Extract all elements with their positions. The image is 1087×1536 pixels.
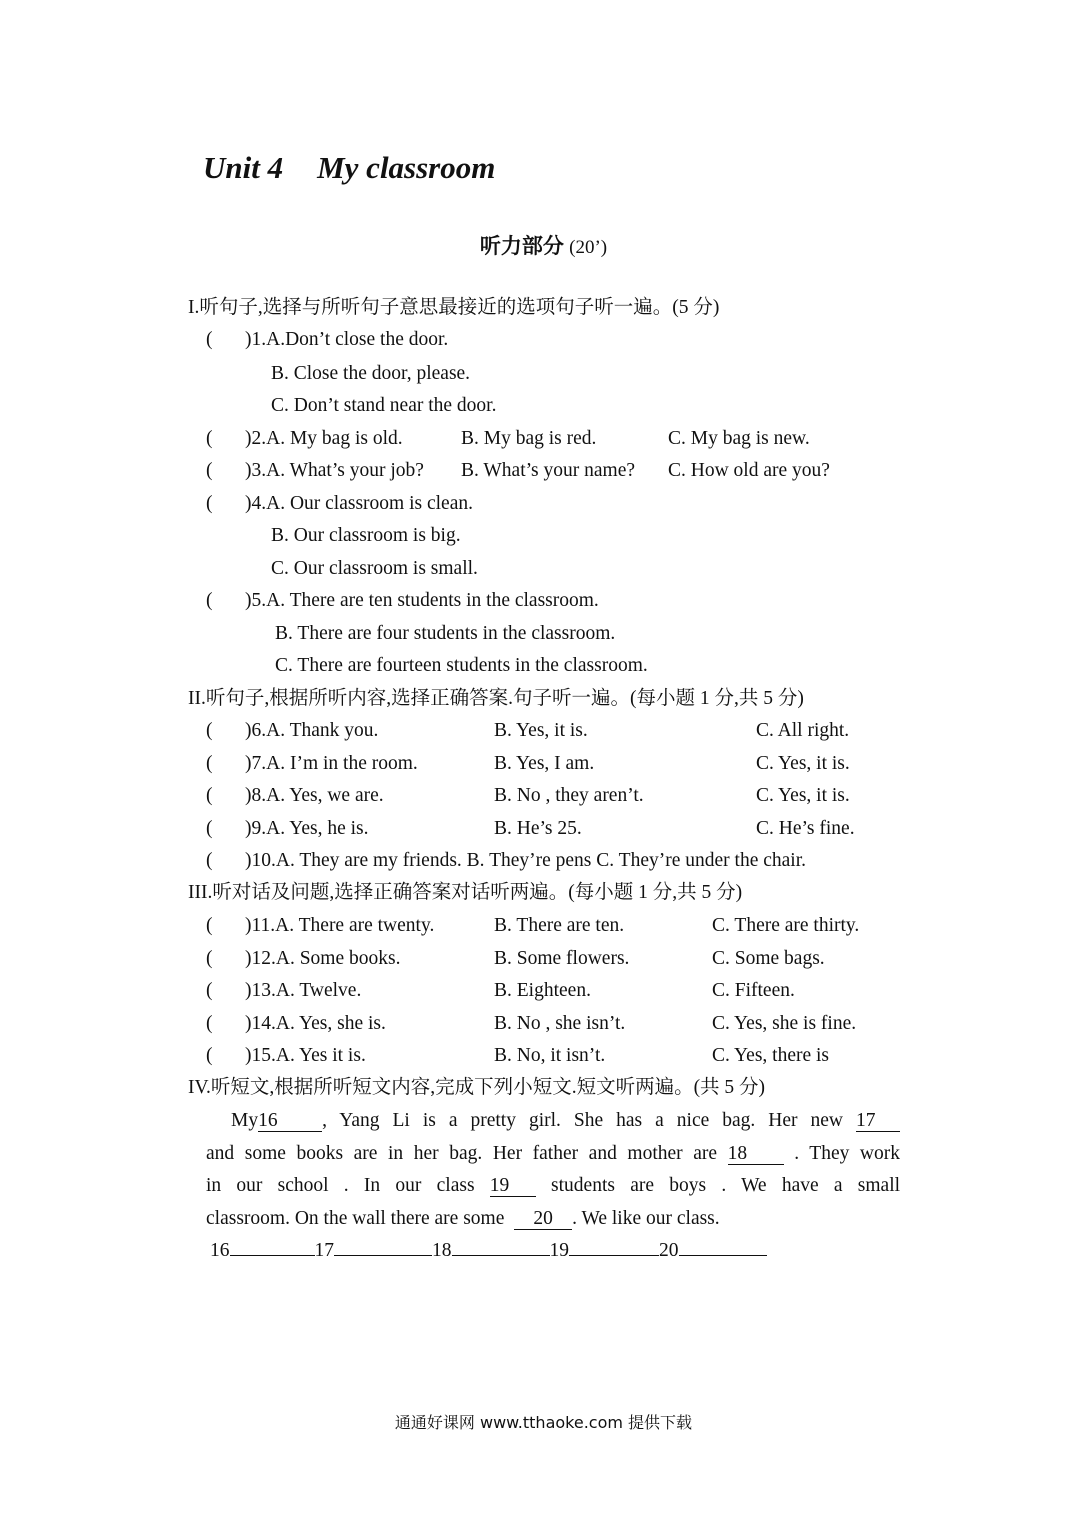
blank-17: 17 — [856, 1111, 900, 1132]
q8-option-c: C. Yes, it is. — [756, 785, 850, 806]
q8-option-a: )8.A. Yes, we are. — [245, 785, 384, 806]
passage-text: , Yang Li is a pretty girl. She has a nice bag. Her new — [322, 1110, 843, 1131]
section-heading — [0, 230, 1087, 260]
q11-option-a: )11.A. There are twenty. — [245, 915, 435, 936]
q6-paren: ( — [206, 720, 213, 741]
q9-option-a: )9.A. Yes, he is. — [245, 818, 369, 839]
q9-paren: ( — [206, 818, 213, 839]
q4-option-b: B. Our classroom is big. — [271, 525, 461, 546]
q8-option-b: B. No , they aren’t. — [494, 785, 644, 806]
q5-option-c: C. There are fourteen students in the classroom. — [275, 655, 648, 676]
q1-option-a: )1.A.Don’t close the door. — [245, 329, 449, 350]
q5-option-b: B. There are four students in the classroom. — [275, 623, 616, 644]
q11-option-b: B. There are ten. — [494, 915, 625, 936]
q2-paren: ( — [206, 428, 213, 449]
q2-option-b: B. My bag is red. — [461, 428, 597, 449]
q1-option-c: C. Don’t stand near the door. — [271, 395, 497, 416]
q12-paren: ( — [206, 948, 213, 969]
q9-option-b: B. He’s 25. — [494, 818, 582, 839]
q15-paren: ( — [206, 1045, 213, 1066]
q11-option-c: C. There are thirty. — [712, 915, 860, 936]
passage-line-2 — [206, 1142, 900, 1166]
blank-18: 18 — [728, 1144, 784, 1165]
answer-blank[interactable] — [334, 1239, 432, 1256]
q4-option-c: C. Our classroom is small. — [271, 558, 478, 579]
q13-paren: ( — [206, 980, 213, 1001]
answer-blank[interactable] — [569, 1239, 659, 1256]
part3-heading: III.听对话及问题,选择正确答案对话听两遍。(每小题 1 分,共 5 分) — [188, 882, 743, 903]
q14-option-c: C. Yes, she is fine. — [712, 1013, 857, 1034]
answer-label: 19 — [549, 1240, 569, 1261]
part2-heading: II.听句子,根据所听内容,选择正确答案.句子听一遍。(每小题 1 分,共 5 分) — [188, 688, 804, 709]
q12-option-a: )12.A. Some books. — [245, 948, 401, 969]
q15-option-c: C. Yes, there is — [712, 1045, 830, 1066]
q3-paren: ( — [206, 460, 213, 481]
answer-row — [210, 1239, 767, 1263]
passage-text: . They work — [794, 1143, 901, 1164]
answer-label: 18 — [432, 1240, 452, 1261]
q15-option-b: B. No, it isn’t. — [494, 1045, 606, 1066]
passage-text: and some books are in her bag. Her father and mother are — [206, 1143, 718, 1164]
answer-label: 17 — [314, 1240, 334, 1261]
unit-title — [203, 150, 495, 186]
part4-heading: IV.听短文,根据所听短文内容,完成下列小短文.短文听两遍。(共 5 分) — [188, 1077, 766, 1098]
q7-option-a: )7.A. I’m in the room. — [245, 753, 418, 774]
q5-option-a: )5.A. There are ten students in the classroom. — [245, 590, 599, 611]
q14-option-b: B. No , she isn’t. — [494, 1013, 626, 1034]
q5-paren: ( — [206, 590, 213, 611]
q14-paren: ( — [206, 1013, 213, 1034]
q7-option-c: C. Yes, it is. — [756, 753, 850, 774]
q7-option-b: B. Yes, I am. — [494, 753, 595, 774]
blank-19: 19 — [490, 1176, 536, 1197]
passage-text: in our school . In our class — [206, 1175, 475, 1196]
q12-option-b: B. Some flowers. — [494, 948, 630, 969]
section-title: 听力部分 — [479, 234, 564, 258]
q4-paren: ( — [206, 493, 213, 514]
q2-option-c: C. My bag is new. — [668, 428, 810, 449]
passage-line-4 — [206, 1207, 900, 1231]
q13-option-c: C. Fifteen. — [712, 980, 795, 1001]
q3-option-b: B. What’s your name? — [461, 460, 636, 481]
blank-16: 16 — [258, 1111, 322, 1132]
answer-blank[interactable] — [230, 1239, 315, 1256]
q1-paren: ( — [206, 329, 213, 350]
passage-line-1 — [231, 1109, 900, 1133]
answer-label: 20 — [659, 1240, 679, 1261]
q13-option-a: )13.A. Twelve. — [245, 980, 362, 1001]
q13-option-b: B. Eighteen. — [494, 980, 591, 1001]
q10-options: )10.A. They are my friends. B. They’re pens C. They’re under the chair. — [245, 850, 806, 871]
unit-number: Unit 4 — [203, 150, 284, 185]
answer-label: 16 — [210, 1240, 230, 1261]
page-footer: 通通好课网 www.tthaoke.com 提供下载 — [394, 1413, 693, 1432]
q14-option-a: )14.A. Yes, she is. — [245, 1013, 386, 1034]
answer-blank[interactable] — [452, 1239, 550, 1256]
blank-20: 20 — [514, 1209, 572, 1230]
q3-option-a: )3.A. What’s your job? — [245, 460, 424, 481]
part1-heading: I.听句子,选择与所听句子意思最接近的选项句子听一遍。(5 分) — [188, 297, 720, 318]
q6-option-a: )6.A. Thank you. — [245, 720, 379, 741]
q8-paren: ( — [206, 785, 213, 806]
section-score: (20’) — [569, 237, 608, 258]
q2-option-a: )2.A. My bag is old. — [245, 428, 403, 449]
q6-option-c: C. All right. — [756, 720, 850, 741]
answer-blank[interactable] — [679, 1239, 767, 1256]
q7-paren: ( — [206, 753, 213, 774]
q1-option-b: B. Close the door, please. — [271, 363, 471, 384]
q15-option-a: )15.A. Yes it is. — [245, 1045, 366, 1066]
passage-text: My — [231, 1110, 259, 1131]
passage-line-3 — [206, 1174, 900, 1198]
q6-option-b: B. Yes, it is. — [494, 720, 588, 741]
q3-option-c: C. How old are you? — [668, 460, 830, 481]
passage-text: classroom. On the wall there are some — [206, 1208, 505, 1229]
q11-paren: ( — [206, 915, 213, 936]
q4-option-a: )4.A. Our classroom is clean. — [245, 493, 473, 514]
q12-option-c: C. Some bags. — [712, 948, 825, 969]
passage-text: . We like our class. — [572, 1208, 720, 1229]
q9-option-c: C. He’s fine. — [756, 818, 855, 839]
passage-text: students are boys . We have a small — [551, 1175, 901, 1196]
unit-topic: My classroom — [317, 150, 496, 185]
q10-paren: ( — [206, 850, 213, 871]
